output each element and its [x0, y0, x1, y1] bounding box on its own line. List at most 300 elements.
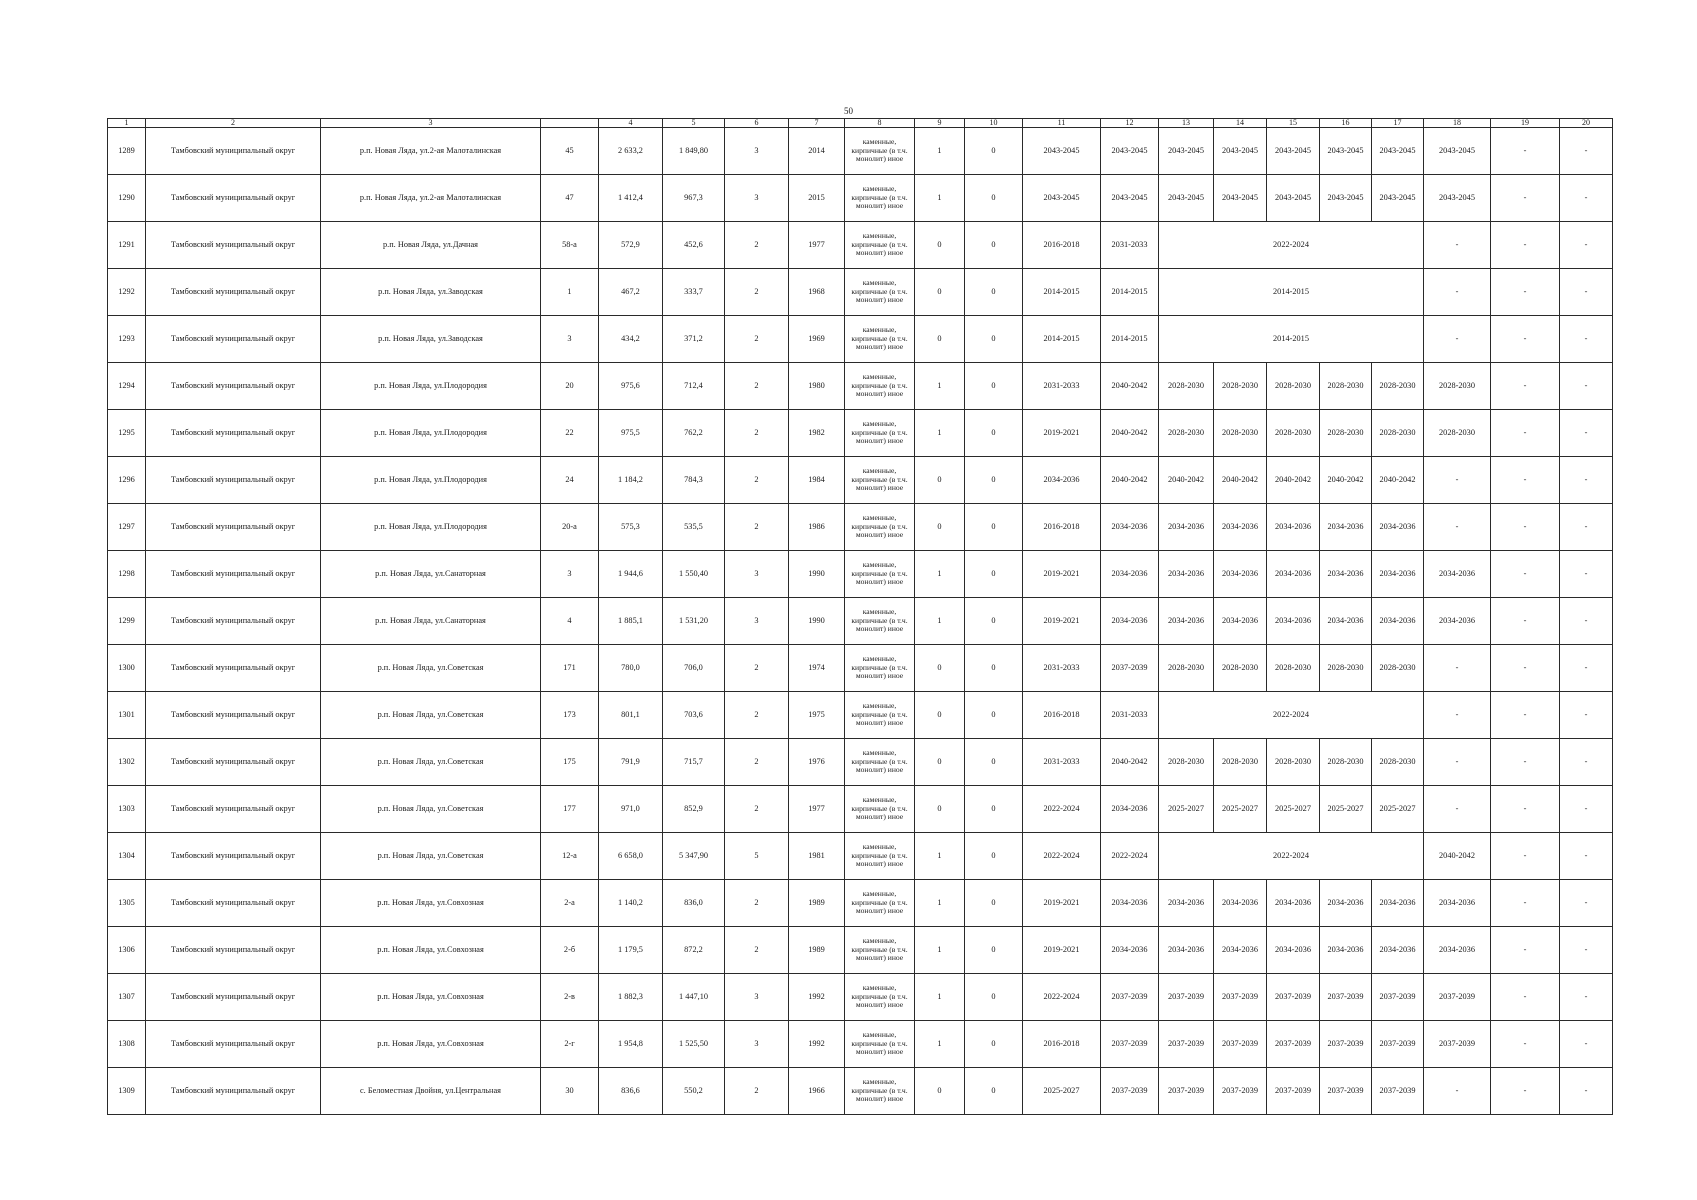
total-area-cell: 1 882,3	[599, 974, 663, 1021]
merged-period-cell: 2022-2024	[1159, 833, 1424, 880]
living-area-cell: 1 531,20	[663, 598, 725, 645]
living-area-cell: 784,3	[663, 457, 725, 504]
col15-period-cell: 2037-2039	[1267, 974, 1320, 1021]
col9-cell: 0	[915, 1068, 965, 1115]
total-area-cell: 6 658,0	[599, 833, 663, 880]
district-cell: Тамбовский муниципальный округ	[146, 269, 321, 316]
merged-period-cell: 2022-2024	[1159, 692, 1424, 739]
row-number-cell: 1301	[108, 692, 146, 739]
col20-cell: -	[1560, 504, 1613, 551]
col10-cell: 0	[965, 316, 1023, 363]
row-number-cell: 1309	[108, 1068, 146, 1115]
col14-period-cell: 2040-2042	[1214, 457, 1267, 504]
address-cell: р.п. Новая Ляда, ул.Совхозная	[321, 1021, 541, 1068]
col14-period-cell: 2028-2030	[1214, 363, 1267, 410]
floors-cell: 2	[725, 410, 789, 457]
col12-period-cell: 2040-2042	[1101, 363, 1159, 410]
col20-cell: -	[1560, 363, 1613, 410]
col12-period-cell: 2034-2036	[1101, 786, 1159, 833]
district-cell: Тамбовский муниципальный округ	[146, 551, 321, 598]
merged-period-cell: 2022-2024	[1159, 222, 1424, 269]
col19-cell: -	[1491, 833, 1560, 880]
address-cell: р.п. Новая Ляда, ул.Советская	[321, 692, 541, 739]
year-built-cell: 1968	[789, 269, 845, 316]
col17-period-cell: 2028-2030	[1372, 410, 1424, 457]
col11-period-cell: 2019-2021	[1023, 551, 1101, 598]
col18-cell: 2037-2039	[1424, 1021, 1491, 1068]
col11-period-cell: 2022-2024	[1023, 786, 1101, 833]
row-number-cell: 1291	[108, 222, 146, 269]
col10-cell: 0	[965, 598, 1023, 645]
col13-period-cell: 2028-2030	[1159, 739, 1214, 786]
district-cell: Тамбовский муниципальный округ	[146, 316, 321, 363]
col9-cell: 1	[915, 551, 965, 598]
col16-period-cell: 2034-2036	[1320, 598, 1372, 645]
total-area-cell: 1 954,8	[599, 1021, 663, 1068]
col19-cell: -	[1491, 457, 1560, 504]
district-cell: Тамбовский муниципальный округ	[146, 692, 321, 739]
wall-material-cell: каменные, кирпичные (в т.ч. монолит) иное	[845, 786, 915, 833]
col17-period-cell: 2034-2036	[1372, 551, 1424, 598]
district-cell: Тамбовский муниципальный округ	[146, 128, 321, 175]
col18-cell: 2040-2042	[1424, 833, 1491, 880]
col13-period-cell: 2025-2027	[1159, 786, 1214, 833]
col10-cell: 0	[965, 363, 1023, 410]
table-row	[108, 269, 1613, 316]
table-row	[108, 175, 1613, 222]
col10-cell: 0	[965, 1021, 1023, 1068]
district-cell: Тамбовский муниципальный округ	[146, 927, 321, 974]
registry-body	[108, 128, 1613, 1115]
col12-period-cell: 2014-2015	[1101, 269, 1159, 316]
col9-cell: 0	[915, 645, 965, 692]
total-area-cell: 1 944,6	[599, 551, 663, 598]
wall-material-cell: каменные, кирпичные (в т.ч. монолит) иное	[845, 316, 915, 363]
col11-period-cell: 2019-2021	[1023, 598, 1101, 645]
address-cell: р.п. Новая Ляда, ул.Заводская	[321, 316, 541, 363]
address-cell: р.п. Новая Ляда, ул.Плодородия	[321, 410, 541, 457]
col20-cell: -	[1560, 786, 1613, 833]
col9-cell: 0	[915, 504, 965, 551]
column-number-cell: 11	[1023, 119, 1101, 128]
house-number-cell: 3	[541, 551, 599, 598]
col20-cell: -	[1560, 739, 1613, 786]
col20-cell: -	[1560, 316, 1613, 363]
living-area-cell: 1 525,50	[663, 1021, 725, 1068]
col13-period-cell: 2034-2036	[1159, 598, 1214, 645]
col12-period-cell: 2031-2033	[1101, 692, 1159, 739]
year-built-cell: 2014	[789, 128, 845, 175]
table-row	[108, 1068, 1613, 1115]
living-area-cell: 872,2	[663, 927, 725, 974]
col9-cell: 1	[915, 410, 965, 457]
floors-cell: 3	[725, 128, 789, 175]
col18-cell: 2028-2030	[1424, 363, 1491, 410]
col19-cell: -	[1491, 598, 1560, 645]
col15-period-cell: 2025-2027	[1267, 786, 1320, 833]
col9-cell: 1	[915, 1021, 965, 1068]
col14-period-cell: 2037-2039	[1214, 1021, 1267, 1068]
row-number-cell: 1295	[108, 410, 146, 457]
house-number-cell: 3	[541, 316, 599, 363]
wall-material-cell: каменные, кирпичные (в т.ч. монолит) иное	[845, 222, 915, 269]
year-built-cell: 1981	[789, 833, 845, 880]
col13-period-cell: 2043-2045	[1159, 175, 1214, 222]
col18-cell: 2034-2036	[1424, 551, 1491, 598]
col10-cell: 0	[965, 786, 1023, 833]
year-built-cell: 1990	[789, 598, 845, 645]
col16-period-cell: 2043-2045	[1320, 175, 1372, 222]
house-number-cell: 12-а	[541, 833, 599, 880]
col11-period-cell: 2025-2027	[1023, 1068, 1101, 1115]
total-area-cell: 836,6	[599, 1068, 663, 1115]
col9-cell: 1	[915, 833, 965, 880]
col14-period-cell: 2028-2030	[1214, 410, 1267, 457]
col18-cell: -	[1424, 692, 1491, 739]
col13-period-cell: 2034-2036	[1159, 880, 1214, 927]
house-number-cell: 47	[541, 175, 599, 222]
col11-period-cell: 2043-2045	[1023, 128, 1101, 175]
col19-cell: -	[1491, 786, 1560, 833]
year-built-cell: 1976	[789, 739, 845, 786]
col12-period-cell: 2037-2039	[1101, 1068, 1159, 1115]
housing-registry-table	[107, 118, 1613, 1115]
col16-period-cell: 2028-2030	[1320, 363, 1372, 410]
col14-period-cell: 2037-2039	[1214, 1068, 1267, 1115]
col12-period-cell: 2043-2045	[1101, 175, 1159, 222]
column-number-cell: 1	[108, 119, 146, 128]
table-row	[108, 880, 1613, 927]
column-number-cell: 14	[1214, 119, 1267, 128]
table-row	[108, 927, 1613, 974]
col12-period-cell: 2031-2033	[1101, 222, 1159, 269]
floors-cell: 2	[725, 786, 789, 833]
col20-cell: -	[1560, 1068, 1613, 1115]
address-cell: р.п. Новая Ляда, ул.Плодородия	[321, 363, 541, 410]
year-built-cell: 1969	[789, 316, 845, 363]
col19-cell: -	[1491, 269, 1560, 316]
floors-cell: 2	[725, 457, 789, 504]
district-cell: Тамбовский муниципальный округ	[146, 974, 321, 1021]
floors-cell: 2	[725, 880, 789, 927]
col20-cell: -	[1560, 598, 1613, 645]
district-cell: Тамбовский муниципальный округ	[146, 786, 321, 833]
col9-cell: 1	[915, 128, 965, 175]
col12-period-cell: 2040-2042	[1101, 410, 1159, 457]
total-area-cell: 971,0	[599, 786, 663, 833]
col11-period-cell: 2022-2024	[1023, 833, 1101, 880]
col20-cell: -	[1560, 833, 1613, 880]
column-number-cell	[541, 119, 599, 128]
floors-cell: 2	[725, 739, 789, 786]
col18-cell: 2028-2030	[1424, 410, 1491, 457]
col12-period-cell: 2034-2036	[1101, 598, 1159, 645]
column-number-cell: 19	[1491, 119, 1560, 128]
col20-cell: -	[1560, 692, 1613, 739]
house-number-cell: 2-г	[541, 1021, 599, 1068]
living-area-cell: 535,5	[663, 504, 725, 551]
year-built-cell: 1982	[789, 410, 845, 457]
row-number-cell: 1296	[108, 457, 146, 504]
floors-cell: 2	[725, 316, 789, 363]
col17-period-cell: 2043-2045	[1372, 175, 1424, 222]
col15-period-cell: 2028-2030	[1267, 645, 1320, 692]
house-number-cell: 20	[541, 363, 599, 410]
living-area-cell: 1 550,40	[663, 551, 725, 598]
address-cell: р.п. Новая Ляда, ул.Совхозная	[321, 974, 541, 1021]
col11-period-cell: 2019-2021	[1023, 927, 1101, 974]
col14-period-cell: 2034-2036	[1214, 598, 1267, 645]
col14-period-cell: 2034-2036	[1214, 551, 1267, 598]
col9-cell: 0	[915, 692, 965, 739]
col18-cell: 2034-2036	[1424, 927, 1491, 974]
col11-period-cell: 2031-2033	[1023, 363, 1101, 410]
col11-period-cell: 2034-2036	[1023, 457, 1101, 504]
row-number-cell: 1290	[108, 175, 146, 222]
col12-period-cell: 2043-2045	[1101, 128, 1159, 175]
district-cell: Тамбовский муниципальный округ	[146, 833, 321, 880]
house-number-cell: 175	[541, 739, 599, 786]
col16-period-cell: 2034-2036	[1320, 927, 1372, 974]
col15-period-cell: 2040-2042	[1267, 457, 1320, 504]
col20-cell: -	[1560, 128, 1613, 175]
col14-period-cell: 2025-2027	[1214, 786, 1267, 833]
col18-cell: -	[1424, 645, 1491, 692]
col18-cell: -	[1424, 1068, 1491, 1115]
table-row	[108, 645, 1613, 692]
col10-cell: 0	[965, 504, 1023, 551]
col15-period-cell: 2037-2039	[1267, 1068, 1320, 1115]
col14-period-cell: 2034-2036	[1214, 880, 1267, 927]
floors-cell: 2	[725, 927, 789, 974]
wall-material-cell: каменные, кирпичные (в т.ч. монолит) иное	[845, 269, 915, 316]
col17-period-cell: 2034-2036	[1372, 927, 1424, 974]
col15-period-cell: 2028-2030	[1267, 739, 1320, 786]
table-row	[108, 598, 1613, 645]
col19-cell: -	[1491, 363, 1560, 410]
floors-cell: 3	[725, 175, 789, 222]
district-cell: Тамбовский муниципальный округ	[146, 739, 321, 786]
living-area-cell: 715,7	[663, 739, 725, 786]
house-number-cell: 171	[541, 645, 599, 692]
col18-cell: 2043-2045	[1424, 128, 1491, 175]
col16-period-cell: 2028-2030	[1320, 739, 1372, 786]
row-number-cell: 1299	[108, 598, 146, 645]
total-area-cell: 801,1	[599, 692, 663, 739]
col20-cell: -	[1560, 927, 1613, 974]
total-area-cell: 1 179,5	[599, 927, 663, 974]
col16-period-cell: 2028-2030	[1320, 410, 1372, 457]
col19-cell: -	[1491, 927, 1560, 974]
house-number-cell: 2-в	[541, 974, 599, 1021]
col18-cell: 2034-2036	[1424, 880, 1491, 927]
col18-cell: -	[1424, 739, 1491, 786]
table-row	[108, 692, 1613, 739]
row-number-cell: 1300	[108, 645, 146, 692]
total-area-cell: 434,2	[599, 316, 663, 363]
col13-period-cell: 2040-2042	[1159, 457, 1214, 504]
row-number-cell: 1306	[108, 927, 146, 974]
col14-period-cell: 2028-2030	[1214, 645, 1267, 692]
row-number-cell: 1304	[108, 833, 146, 880]
col9-cell: 0	[915, 269, 965, 316]
address-cell: р.п. Новая Ляда, ул.Санаторная	[321, 551, 541, 598]
wall-material-cell: каменные, кирпичные (в т.ч. монолит) иное	[845, 1021, 915, 1068]
table-row	[108, 551, 1613, 598]
wall-material-cell: каменные, кирпичные (в т.ч. монолит) иное	[845, 457, 915, 504]
col17-period-cell: 2034-2036	[1372, 598, 1424, 645]
floors-cell: 2	[725, 645, 789, 692]
page-number: 50	[844, 106, 853, 116]
table-row	[108, 410, 1613, 457]
col15-period-cell: 2034-2036	[1267, 927, 1320, 974]
wall-material-cell: каменные, кирпичные (в т.ч. монолит) иное	[845, 504, 915, 551]
district-cell: Тамбовский муниципальный округ	[146, 363, 321, 410]
merged-period-cell: 2014-2015	[1159, 269, 1424, 316]
floors-cell: 2	[725, 692, 789, 739]
col16-period-cell: 2034-2036	[1320, 880, 1372, 927]
district-cell: Тамбовский муниципальный округ	[146, 175, 321, 222]
col19-cell: -	[1491, 222, 1560, 269]
col10-cell: 0	[965, 645, 1023, 692]
col19-cell: -	[1491, 692, 1560, 739]
table-row	[108, 1021, 1613, 1068]
year-built-cell: 1990	[789, 551, 845, 598]
col13-period-cell: 2037-2039	[1159, 974, 1214, 1021]
living-area-cell: 1 849,80	[663, 128, 725, 175]
living-area-cell: 852,9	[663, 786, 725, 833]
col20-cell: -	[1560, 551, 1613, 598]
column-number-cell: 10	[965, 119, 1023, 128]
col11-period-cell: 2016-2018	[1023, 222, 1101, 269]
year-built-cell: 1980	[789, 363, 845, 410]
floors-cell: 2	[725, 504, 789, 551]
district-cell: Тамбовский муниципальный округ	[146, 880, 321, 927]
col17-period-cell: 2028-2030	[1372, 363, 1424, 410]
total-area-cell: 1 140,2	[599, 880, 663, 927]
col13-period-cell: 2028-2030	[1159, 363, 1214, 410]
address-cell: р.п. Новая Ляда, ул.Советская	[321, 645, 541, 692]
col16-period-cell: 2025-2027	[1320, 786, 1372, 833]
house-number-cell: 4	[541, 598, 599, 645]
floors-cell: 2	[725, 269, 789, 316]
col16-period-cell: 2040-2042	[1320, 457, 1372, 504]
row-number-cell: 1307	[108, 974, 146, 1021]
col18-cell: -	[1424, 222, 1491, 269]
col10-cell: 0	[965, 269, 1023, 316]
floors-cell: 3	[725, 1021, 789, 1068]
district-cell: Тамбовский муниципальный округ	[146, 1021, 321, 1068]
row-number-cell: 1308	[108, 1021, 146, 1068]
col20-cell: -	[1560, 175, 1613, 222]
col16-period-cell: 2037-2039	[1320, 1068, 1372, 1115]
col9-cell: 1	[915, 175, 965, 222]
col17-period-cell: 2037-2039	[1372, 974, 1424, 1021]
col17-period-cell: 2028-2030	[1372, 645, 1424, 692]
column-number-cell: 18	[1424, 119, 1491, 128]
district-cell: Тамбовский муниципальный округ	[146, 645, 321, 692]
col19-cell: -	[1491, 128, 1560, 175]
address-cell: р.п. Новая Ляда, ул.Плодородия	[321, 457, 541, 504]
col17-period-cell: 2037-2039	[1372, 1021, 1424, 1068]
col11-period-cell: 2043-2045	[1023, 175, 1101, 222]
house-number-cell: 177	[541, 786, 599, 833]
total-area-cell: 975,6	[599, 363, 663, 410]
table-row	[108, 833, 1613, 880]
col9-cell: 1	[915, 598, 965, 645]
col10-cell: 0	[965, 410, 1023, 457]
col11-period-cell: 2019-2021	[1023, 880, 1101, 927]
col12-period-cell: 2022-2024	[1101, 833, 1159, 880]
living-area-cell: 762,2	[663, 410, 725, 457]
col9-cell: 0	[915, 457, 965, 504]
col9-cell: 0	[915, 316, 965, 363]
col9-cell: 1	[915, 880, 965, 927]
total-area-cell: 975,5	[599, 410, 663, 457]
col17-period-cell: 2037-2039	[1372, 1068, 1424, 1115]
address-cell: р.п. Новая Ляда, ул.Совхозная	[321, 880, 541, 927]
district-cell: Тамбовский муниципальный округ	[146, 1068, 321, 1115]
address-cell: р.п. Новая Ляда, ул.Санаторная	[321, 598, 541, 645]
col11-period-cell: 2031-2033	[1023, 645, 1101, 692]
row-number-cell: 1302	[108, 739, 146, 786]
col16-period-cell: 2028-2030	[1320, 645, 1372, 692]
col13-period-cell: 2028-2030	[1159, 410, 1214, 457]
year-built-cell: 1992	[789, 1021, 845, 1068]
col12-period-cell: 2014-2015	[1101, 316, 1159, 363]
merged-period-cell: 2014-2015	[1159, 316, 1424, 363]
col14-period-cell: 2037-2039	[1214, 974, 1267, 1021]
col20-cell: -	[1560, 880, 1613, 927]
wall-material-cell: каменные, кирпичные (в т.ч. монолит) иное	[845, 363, 915, 410]
table-row	[108, 974, 1613, 1021]
year-built-cell: 1974	[789, 645, 845, 692]
total-area-cell: 2 633,2	[599, 128, 663, 175]
house-number-cell: 20-а	[541, 504, 599, 551]
wall-material-cell: каменные, кирпичные (в т.ч. монолит) иное	[845, 645, 915, 692]
col13-period-cell: 2034-2036	[1159, 551, 1214, 598]
col18-cell: -	[1424, 786, 1491, 833]
address-cell: р.п. Новая Ляда, ул.Дачная	[321, 222, 541, 269]
col18-cell: -	[1424, 269, 1491, 316]
row-number-cell: 1292	[108, 269, 146, 316]
col20-cell: -	[1560, 457, 1613, 504]
col11-period-cell: 2019-2021	[1023, 410, 1101, 457]
col19-cell: -	[1491, 739, 1560, 786]
col15-period-cell: 2034-2036	[1267, 880, 1320, 927]
column-number-cell: 8	[845, 119, 915, 128]
house-number-cell: 2-а	[541, 880, 599, 927]
living-area-cell: 1 447,10	[663, 974, 725, 1021]
col18-cell: -	[1424, 457, 1491, 504]
column-number-cell: 3	[321, 119, 541, 128]
year-built-cell: 1986	[789, 504, 845, 551]
wall-material-cell: каменные, кирпичные (в т.ч. монолит) иное	[845, 927, 915, 974]
column-number-cell: 9	[915, 119, 965, 128]
col17-period-cell: 2040-2042	[1372, 457, 1424, 504]
col10-cell: 0	[965, 551, 1023, 598]
col19-cell: -	[1491, 551, 1560, 598]
row-number-cell: 1298	[108, 551, 146, 598]
col19-cell: -	[1491, 880, 1560, 927]
col14-period-cell: 2043-2045	[1214, 128, 1267, 175]
col19-cell: -	[1491, 1068, 1560, 1115]
total-area-cell: 467,2	[599, 269, 663, 316]
wall-material-cell: каменные, кирпичные (в т.ч. монолит) иное	[845, 598, 915, 645]
column-number-cell: 2	[146, 119, 321, 128]
table-row	[108, 363, 1613, 410]
col12-period-cell: 2037-2039	[1101, 974, 1159, 1021]
